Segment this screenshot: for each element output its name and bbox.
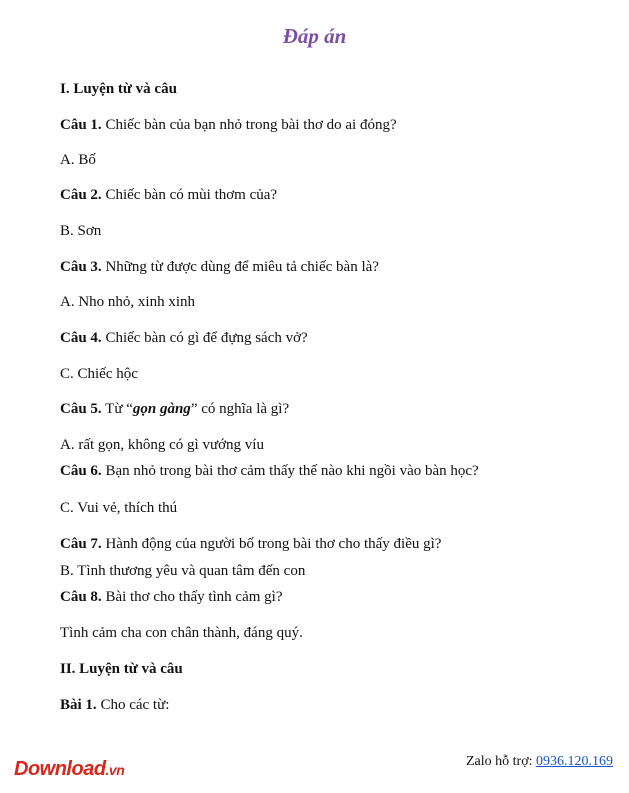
section-heading-1: I. Luyện từ và câu (60, 81, 177, 97)
question-label: Câu 4. (60, 330, 102, 346)
question-3 (60, 258, 379, 276)
question-text: Hành động của người bố trong bài thơ cho thấy điều gì? (101, 536, 442, 552)
logo-main: Download (14, 758, 106, 780)
question-1 (60, 116, 397, 134)
zalo-support (466, 754, 613, 770)
question-8 (60, 588, 283, 606)
answer-4: C. Chiếc hộc (60, 366, 138, 382)
support-phone-link[interactable]: 0936.120.169 (536, 754, 613, 769)
question-label: Câu 2. (60, 187, 102, 203)
question-label: Câu 8. (60, 589, 102, 605)
question-7 (60, 535, 441, 553)
section-heading-2: II. Luyện từ và câu (60, 661, 183, 677)
question-label: Câu 5. (60, 401, 102, 417)
exercise-label: Bài 1. (60, 697, 97, 713)
question-6 (60, 462, 479, 480)
question-label: Câu 1. (60, 117, 102, 133)
answer-2: B. Sơn (60, 223, 102, 239)
exercise-text: Cho các từ: (96, 697, 170, 713)
answer-8: Tình cảm cha con chân thành, đáng quý. (60, 625, 303, 641)
question-emphasis: gọn gàng (132, 401, 191, 417)
answer-3: A. Nho nhỏ, xinh xinh (60, 294, 195, 310)
question-text: Chiếc bàn của bạn nhỏ trong bài thơ do ai đóng? (101, 117, 397, 133)
question-text-before: Từ “ (101, 401, 133, 417)
question-4 (60, 329, 308, 347)
question-label: Câu 6. (60, 463, 102, 479)
exercise-1 (60, 696, 169, 714)
question-text-after: ” có nghĩa là gì? (190, 401, 290, 417)
question-label: Câu 3. (60, 259, 102, 275)
question-text: Bài thơ cho thấy tình cảm gì? (101, 589, 283, 605)
question-5 (60, 400, 289, 418)
answer-1: A. Bố (60, 152, 96, 168)
answer-5: A. rất gọn, không có gì vướng víu (60, 437, 264, 453)
answer-6: C. Vui vẻ, thích thú (60, 500, 178, 516)
page-title: Đáp án (282, 24, 347, 48)
question-label: Câu 7. (60, 536, 102, 552)
answer-7: B. Tình thương yêu và quan tâm đến con (60, 563, 306, 579)
question-text: Những từ được dùng để miêu tả chiếc bàn là? (101, 259, 379, 275)
support-label: Zalo hỗ trợ: (466, 754, 536, 769)
download-logo[interactable] (14, 758, 124, 781)
logo-suffix: .vn (105, 762, 125, 778)
question-2 (60, 186, 277, 204)
question-text: Chiếc bàn có gì để đựng sách vở? (101, 330, 308, 346)
question-text: Chiếc bàn có mùi thơm của? (101, 187, 278, 203)
question-text: Bạn nhỏ trong bài thơ cảm thấy thế nào khi ngồi vào bàn học? (101, 463, 479, 479)
